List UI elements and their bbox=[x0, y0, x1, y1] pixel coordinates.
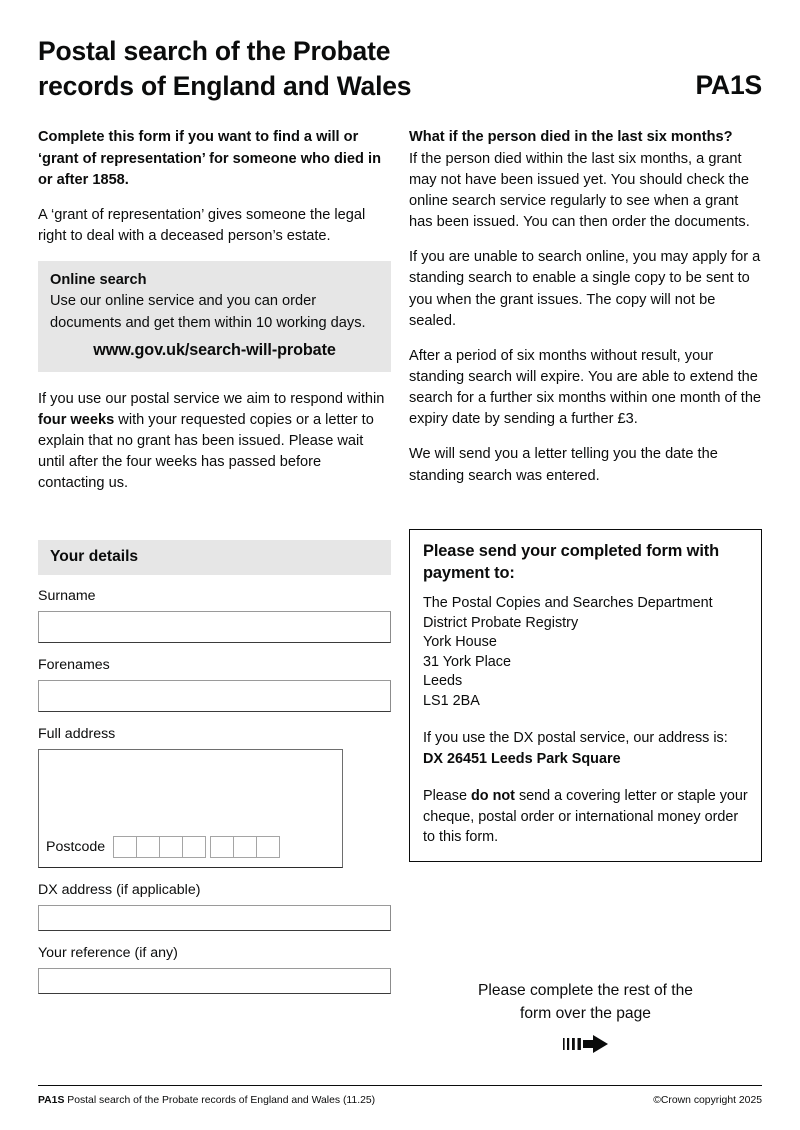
page-turn-line-1: Please complete the rest of the bbox=[478, 981, 693, 999]
postcode-cell[interactable] bbox=[159, 836, 183, 858]
footer-form-code: PA1S bbox=[38, 1095, 65, 1106]
left-column bbox=[38, 127, 391, 1006]
standing-search-paragraph: If you are unable to search online, you may apply for a standing search to enable a single copy to be sent to you when the grant issues. The copy will not be sealed. bbox=[409, 249, 761, 329]
postcode-cell[interactable] bbox=[233, 836, 257, 858]
your-reference-input[interactable] bbox=[38, 968, 391, 994]
intro-paragraph: A ‘grant of representation’ gives someone the legal right to deal with a deceased person’s estate. bbox=[38, 206, 366, 245]
address-line: The Postal Copies and Searches Department bbox=[423, 595, 713, 612]
forenames-input[interactable] bbox=[38, 680, 391, 712]
page-turn-note bbox=[409, 980, 762, 1054]
full-address-field-group bbox=[38, 725, 391, 868]
confirmation-letter-paragraph: We will send you a letter telling you the date the standing search was entered. bbox=[409, 446, 718, 484]
motion-arrow-right-icon bbox=[409, 1034, 762, 1054]
online-search-text: Use our online service and you can order documents and get them within 10 working days. bbox=[50, 293, 366, 331]
do-not-emphasis: do not bbox=[471, 788, 515, 805]
full-address-label: Full address bbox=[38, 726, 116, 743]
address-line: 31 York Place bbox=[423, 653, 512, 670]
postcode-cell[interactable] bbox=[256, 836, 280, 858]
postcode-cell[interactable] bbox=[210, 836, 234, 858]
postal-service-paragraph bbox=[38, 389, 391, 495]
send-payment-box bbox=[409, 529, 762, 862]
dx-address-label: DX address (if applicable) bbox=[38, 882, 201, 899]
forenames-field-group bbox=[38, 656, 391, 712]
warning-text-before: Please bbox=[423, 788, 471, 805]
surname-label: Surname bbox=[38, 588, 96, 605]
page-turn-line-2: form over the page bbox=[520, 1004, 651, 1022]
postcode-cell[interactable] bbox=[182, 836, 206, 858]
document-page bbox=[38, 0, 762, 1130]
postcode-cells-outward[interactable] bbox=[113, 836, 205, 858]
postcode-cell[interactable] bbox=[136, 836, 160, 858]
send-payment-title: Please send your completed form with payment to: bbox=[423, 541, 720, 582]
expiry-paragraph: After a period of six months without result, your standing search will expire. You are able to extend the search for a further six months within one month of the expiry date by sending a further £3. bbox=[409, 347, 762, 428]
document-header bbox=[38, 0, 762, 103]
address-line: District Probate Registry bbox=[423, 614, 579, 631]
footer-left bbox=[38, 1095, 375, 1106]
six-months-paragraph-1: If the person died within the last six months, a grant may not have been issued yet. You should check the online search service regularly to see when a grant has been issued. You can then order the documents. bbox=[409, 150, 750, 231]
forenames-label: Forenames bbox=[38, 657, 110, 674]
dx-service-text: If you use the DX postal service, our address is: bbox=[423, 730, 728, 746]
postcode-label: Postcode bbox=[46, 839, 106, 856]
footer-description: Postal search of the Probate records of England and Wales (11.25) bbox=[67, 1095, 376, 1106]
dx-service-address: DX 26451 Leeds Park Square bbox=[423, 750, 621, 767]
postcode-row bbox=[46, 836, 279, 858]
address-line: York House bbox=[423, 634, 497, 651]
online-search-panel bbox=[38, 261, 391, 371]
dx-service-paragraph bbox=[423, 728, 749, 769]
your-reference-label: Your reference (if any) bbox=[38, 944, 178, 961]
page-footer bbox=[38, 1095, 762, 1106]
content-columns bbox=[38, 127, 762, 1054]
address-line: LS1 2BA bbox=[423, 692, 480, 709]
postal-text-part-1: If you use our postal service we aim to respond within bbox=[38, 390, 385, 407]
your-details-section-heading: Your details bbox=[38, 540, 391, 575]
four-weeks-emphasis: four weeks bbox=[38, 411, 115, 428]
postcode-cell[interactable] bbox=[113, 836, 137, 858]
surname-field-group bbox=[38, 587, 391, 643]
full-address-input[interactable] bbox=[38, 749, 343, 868]
dx-address-field-group bbox=[38, 881, 391, 931]
postcode-cells-inward[interactable] bbox=[210, 836, 279, 858]
do-not-warning-paragraph bbox=[423, 786, 749, 848]
online-search-url[interactable]: www.gov.uk/search-will-probate bbox=[93, 340, 336, 359]
page-title: Postal search of the Probate records of England and Wales bbox=[38, 36, 412, 101]
address-line: Leeds bbox=[423, 673, 463, 690]
six-months-heading: What if the person died in the last six months? bbox=[409, 129, 733, 146]
postal-text-part-2: with your requested copies or a letter to explain that no grant has been issued. Please wait until after the four weeks has passed before contacting us. bbox=[38, 411, 374, 492]
right-column bbox=[409, 127, 762, 1054]
your-reference-field-group bbox=[38, 944, 391, 994]
form-code: PA1S bbox=[695, 70, 762, 100]
intro-bold-paragraph: Complete this form if you want to find a will or ‘grant of representation’ for someone who died in or after 1858. bbox=[38, 129, 381, 188]
footer-copyright: ©Crown copyright 2025 bbox=[653, 1095, 762, 1106]
dx-address-input[interactable] bbox=[38, 905, 391, 931]
online-search-heading: Online search bbox=[50, 272, 147, 289]
warning-text-after: send a covering letter or staple your cheque, postal order or international money order to this form. bbox=[423, 788, 748, 846]
footer-divider bbox=[38, 1085, 762, 1086]
surname-input[interactable] bbox=[38, 611, 391, 643]
